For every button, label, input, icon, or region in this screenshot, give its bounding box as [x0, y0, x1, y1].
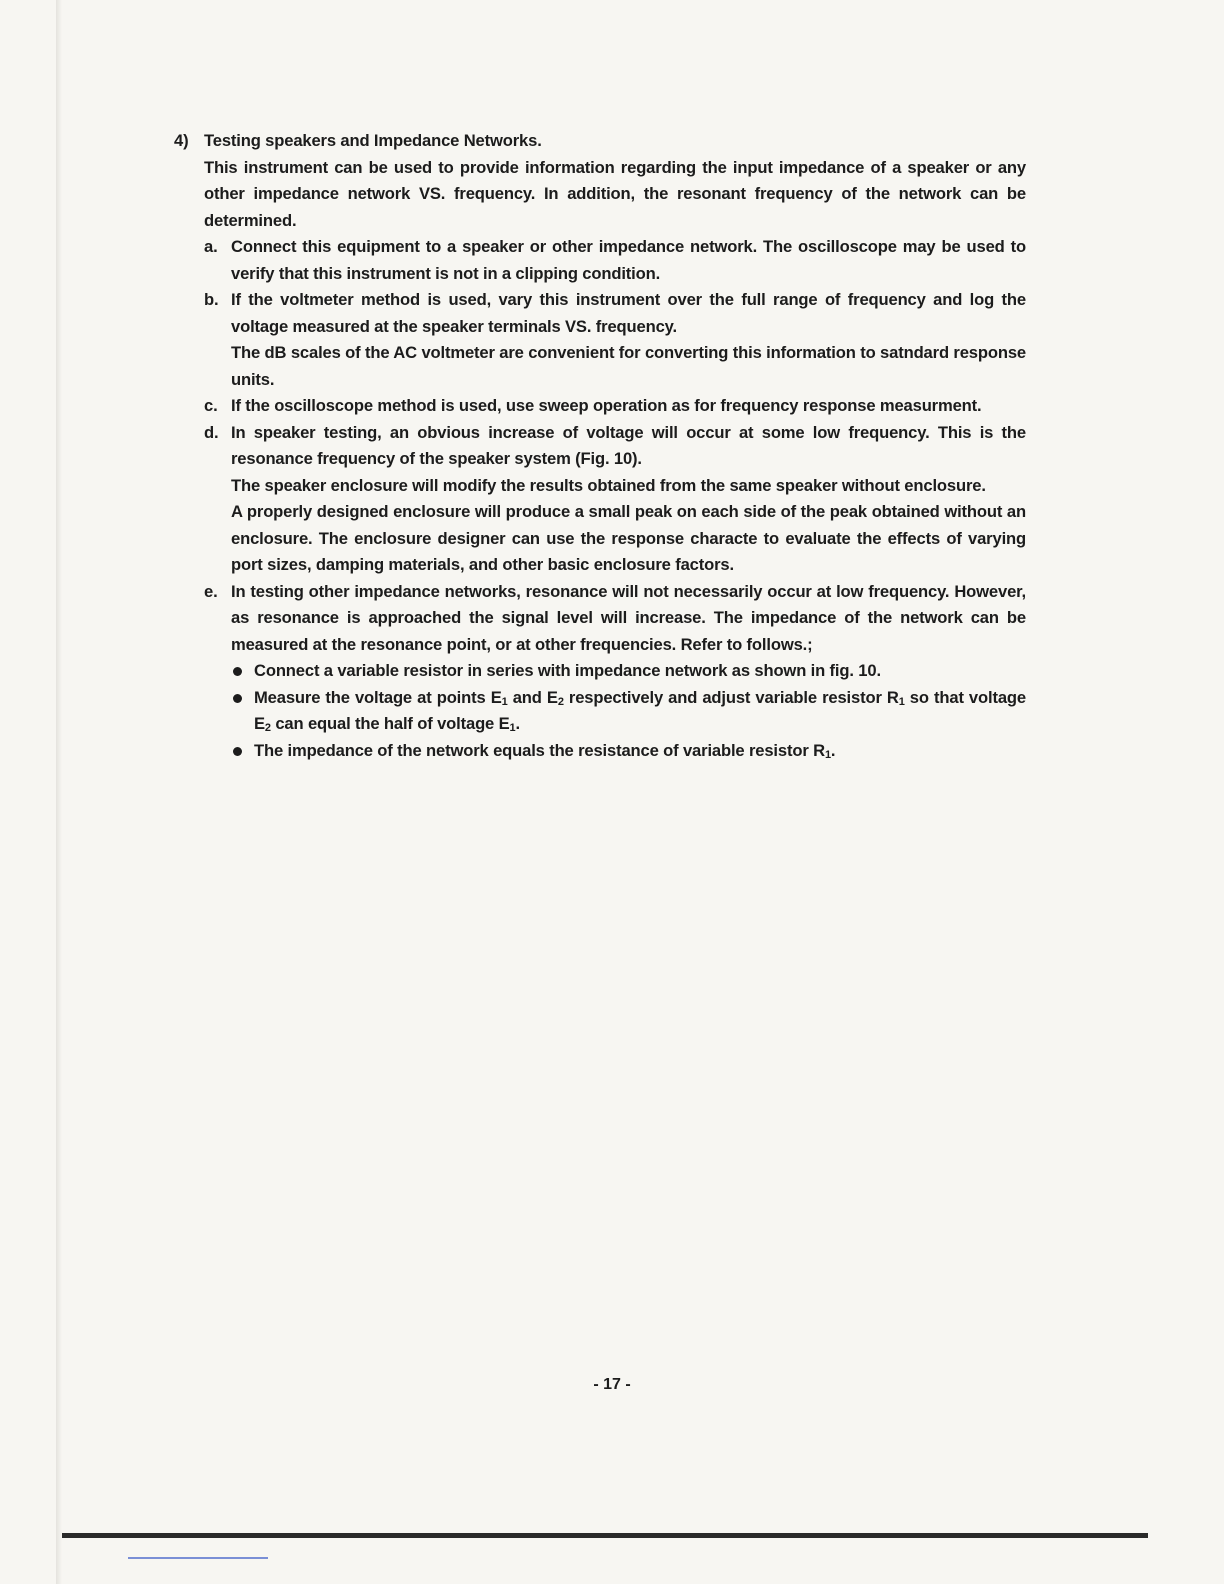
bullet-icon	[233, 747, 242, 756]
item-letter: a.	[204, 237, 218, 256]
document-body	[174, 128, 1026, 764]
item-letter: d.	[204, 422, 219, 442]
page-number: - 17 -	[593, 1376, 631, 1393]
subscript: 1	[898, 695, 905, 708]
page-edge	[56, 0, 62, 1584]
list-item-e	[204, 579, 1026, 765]
bullet-text: and E	[507, 687, 558, 707]
bullet-text: .	[830, 740, 836, 760]
bullet-item	[231, 738, 1026, 765]
subscript: 1	[501, 695, 508, 708]
subscript: 1	[824, 748, 831, 761]
subscript: 1	[509, 722, 516, 734]
section-intro: This instrument can be used to provide information regarding the input impedance of a speaker or any other impedance network VS. frequency. In addition, the resonant frequency of the network can be determined.	[204, 157, 1026, 230]
bullet-icon	[233, 694, 242, 703]
list-item-a	[204, 234, 1026, 287]
section-number: 4)	[174, 131, 189, 150]
item-paragraph: The dB scales of the AC voltmeter are convenient for converting this information to satndard response units.	[231, 343, 1026, 389]
item-paragraph: The speaker enclosure will modify the results obtained from the same speaker without enclosure.	[231, 475, 986, 495]
bottom-rule	[62, 1533, 1148, 1538]
bullet-text: The impedance of the network equals the resistance of variable resistor R	[254, 740, 825, 760]
item-paragraph: If the oscilloscope method is used, use sweep operation as for frequency response measurment.	[231, 396, 982, 415]
list-item-d	[204, 420, 1026, 579]
bullet-text: Measure the voltage at points E	[254, 687, 502, 707]
bullet-text: Connect a variable resistor in series with impedance network as shown in fig. 10.	[254, 661, 881, 680]
item-paragraph: A properly designed enclosure will produce a small peak on each side of the peak obtained without an enclosure. The enclosure designer can use the response characte to evaluate the effects of varying port sizes, damping materials, and other basic enclosure factors.	[231, 502, 1026, 574]
bullet-icon	[233, 667, 242, 676]
list-item-c	[204, 393, 1026, 420]
item-paragraph: Connect this equipment to a speaker or other impedance network. The oscilloscope may be used to verify that this instrument is not in a clipping condition.	[231, 237, 1026, 283]
subscript: 2	[264, 722, 271, 734]
scan-mark	[128, 1557, 268, 1559]
section-heading	[174, 128, 1026, 155]
bullet-text: .	[515, 714, 520, 733]
subscript: 2	[557, 695, 564, 708]
bullet-text: can equal the half of voltage E	[270, 714, 510, 733]
item-paragraph: If the voltmeter method is used, vary this instrument over the full range of frequency and log the voltage measured at the speaker terminals VS. frequency.	[231, 290, 1026, 336]
list-item-b	[204, 287, 1026, 393]
section-title: Testing speakers and Impedance Networks.	[204, 131, 542, 150]
bullet-text: so that voltage E	[254, 687, 1026, 733]
item-letter: b.	[204, 290, 219, 309]
item-letter: e.	[204, 581, 218, 601]
bullet-list	[231, 658, 1026, 764]
bullet-item	[231, 658, 1026, 685]
bullet-text: respectively and adjust variable resistor R	[563, 687, 899, 707]
bullet-item	[231, 685, 1026, 738]
item-letter: c.	[204, 396, 218, 415]
item-paragraph: In speaker testing, an obvious increase of voltage will occur at some low frequency. This is the resonance frequency of the speaker system (Fig. 10).	[231, 422, 1026, 468]
item-paragraph: In testing other impedance networks, resonance will not necessarily occur at low frequency. However, as resonance is approached the signal level will increase. The impedance of the network can be measured at the resonance point, or at other frequencies. Refer to follows.;	[231, 581, 1026, 654]
